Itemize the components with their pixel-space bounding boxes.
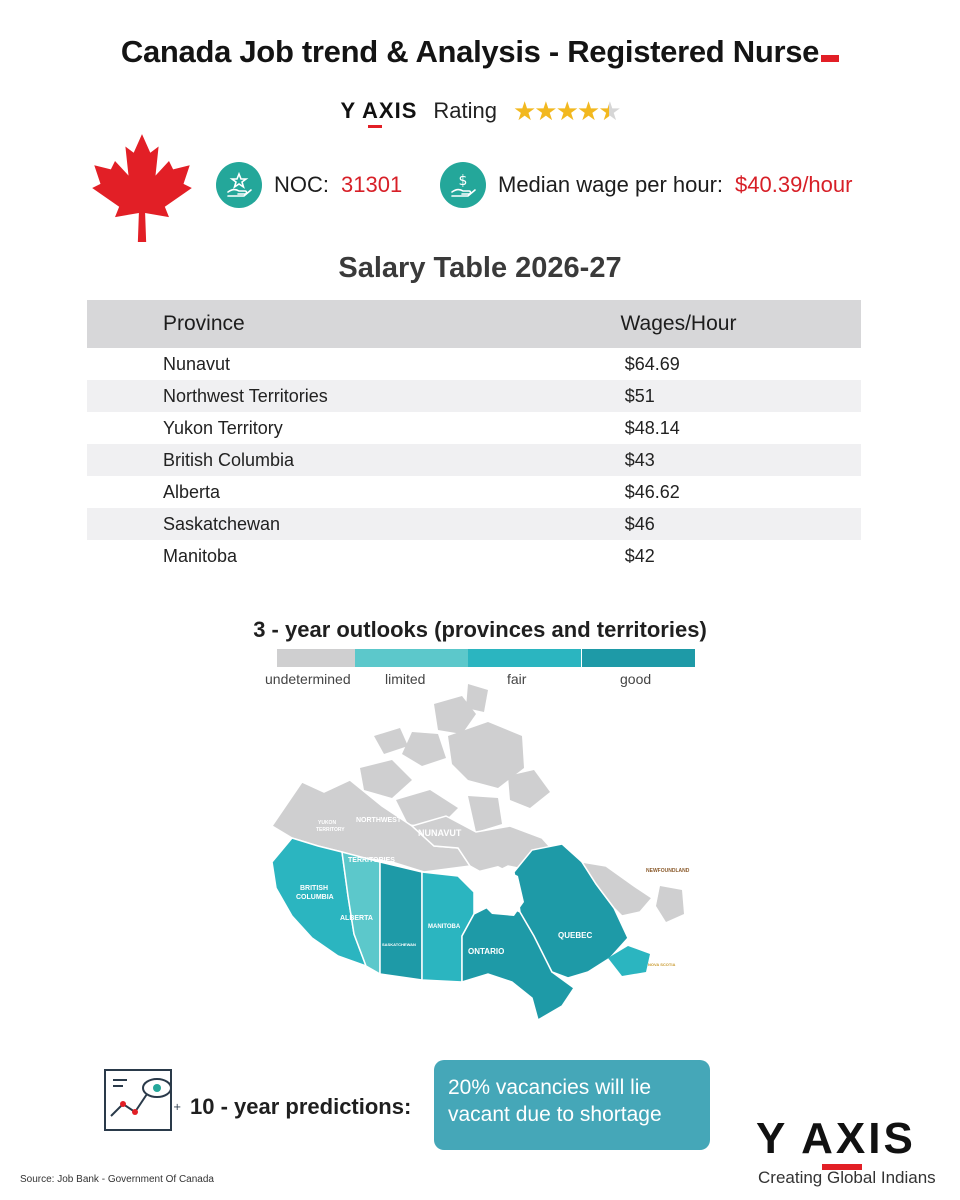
- source-note: Source: Job Bank - Government Of Canada: [20, 1174, 214, 1185]
- legend-swatch-undetermined: [277, 649, 355, 667]
- svg-text:$: $: [458, 173, 468, 189]
- brand-tagline: Creating Global Indians: [758, 1168, 936, 1187]
- table-row: [87, 476, 861, 508]
- page-title-text: Canada Job trend & Analysis - Registered Nurse: [120, 34, 820, 69]
- table-row: [87, 540, 861, 572]
- noc-info: [216, 162, 402, 208]
- prediction-text-line-2: vacant due to shortage: [448, 1103, 662, 1126]
- salary-table: [87, 300, 861, 572]
- star-icon: ★: [576, 96, 599, 126]
- wage-cell: $43: [624, 449, 655, 470]
- legend-label-undetermined: undetermined: [265, 671, 351, 687]
- brand-logo-small-bar: [368, 125, 382, 128]
- page-title: [0, 34, 960, 70]
- column-header-province: Province: [163, 312, 245, 335]
- star-icon: ★: [555, 96, 577, 126]
- province-cell: Saskatchewan: [163, 513, 281, 534]
- maple-leaf-icon: [90, 132, 194, 242]
- wage-cell: $42: [624, 545, 655, 566]
- prediction-text-line-1: 20% vacancies will lie: [448, 1076, 652, 1099]
- title-accent-bar: [821, 55, 839, 62]
- prediction-label: 10 - year predictions:: [190, 1094, 412, 1119]
- brand-logo-small: [340, 98, 417, 124]
- half-star-icon: ★: [598, 96, 620, 126]
- wage-cell: $48.14: [624, 417, 680, 438]
- table-row: [87, 348, 861, 380]
- hand-star-icon: [216, 162, 262, 208]
- map-label-bc: BRITISH: [300, 885, 328, 892]
- prediction-box: [434, 1060, 710, 1150]
- province-cell: Manitoba: [163, 545, 238, 566]
- province-cell: British Columbia: [163, 449, 295, 470]
- outlook-legend: [277, 649, 695, 667]
- wage-value: $40.39/hour: [735, 172, 853, 197]
- table-row: [87, 380, 861, 412]
- noc-value: 31301: [341, 172, 403, 197]
- wage-cell: $46: [624, 513, 655, 534]
- svg-text:+: +: [173, 1102, 182, 1113]
- map-label-alberta: ALBERTA: [340, 915, 373, 922]
- table-row: [87, 412, 861, 444]
- legend-label-fair: fair: [507, 671, 527, 687]
- map-label-nova-scotia: NOVA SCOTIA: [648, 962, 676, 967]
- median-wage-info: [440, 162, 852, 208]
- table-row: [87, 444, 861, 476]
- map-label-nunavut: NUNAVUT: [418, 828, 462, 838]
- legend-swatch-fair: [468, 649, 582, 667]
- outlook-title: 3 - year outlooks (provinces and territories): [253, 617, 707, 642]
- map-label-ontario: ONTARIO: [468, 947, 505, 956]
- legend-label-good: good: [620, 671, 652, 687]
- noc-label: NOC:: [274, 172, 329, 197]
- rating-stars: [513, 98, 620, 124]
- map-label-newfoundland: NEWFOUNDLAND: [646, 868, 690, 874]
- column-header-wage: Wages/Hour: [620, 312, 737, 335]
- brand-logo-small-text: Y AXIS: [340, 98, 418, 123]
- salary-table-title: Salary Table 2026-27: [338, 252, 622, 284]
- province-cell: Nunavut: [163, 353, 231, 374]
- brand-rating-row: [0, 98, 960, 124]
- brand-logo-large-text: Y AXIS: [756, 1114, 916, 1163]
- province-cell: Alberta: [163, 481, 221, 502]
- legend-swatch-limited: [355, 649, 468, 667]
- canada-outlook-map: [262, 676, 702, 1026]
- map-label-territories: TERRITORIES: [348, 857, 395, 864]
- brand-logo-large: [756, 1114, 916, 1164]
- map-label-yukon-2: TERRITORY: [316, 827, 345, 833]
- analytics-eye-icon: [103, 1066, 182, 1134]
- star-icon: ★: [534, 96, 556, 126]
- wage-label: Median wage per hour:: [498, 172, 724, 197]
- rating-label: Rating: [433, 98, 497, 123]
- wage-cell: $46.62: [624, 481, 680, 502]
- hand-dollar-icon: [440, 162, 486, 208]
- map-label-northwest: NORTHWEST: [356, 817, 402, 824]
- legend-label-limited: limited: [385, 671, 426, 687]
- salary-table-header: [87, 300, 861, 348]
- province-cell: Yukon Territory: [163, 417, 283, 438]
- wage-cell: $64.69: [624, 353, 680, 374]
- map-label-quebec: QUEBEC: [558, 931, 593, 940]
- province-cell: Northwest Territories: [163, 385, 328, 406]
- newfoundland-island: [656, 886, 684, 922]
- star-icon: ★: [512, 96, 535, 126]
- map-label-bc-2: COLUMBIA: [296, 894, 334, 901]
- map-label-yukon: YUKON: [318, 820, 337, 826]
- table-row: [87, 508, 861, 540]
- map-label-saskatchewan: SASKATCHEWAN: [382, 942, 416, 947]
- wage-cell: $51: [624, 385, 655, 406]
- legend-swatch-good: [582, 649, 695, 667]
- saskatchewan: [380, 862, 422, 980]
- map-label-manitoba: MANITOBA: [428, 924, 461, 930]
